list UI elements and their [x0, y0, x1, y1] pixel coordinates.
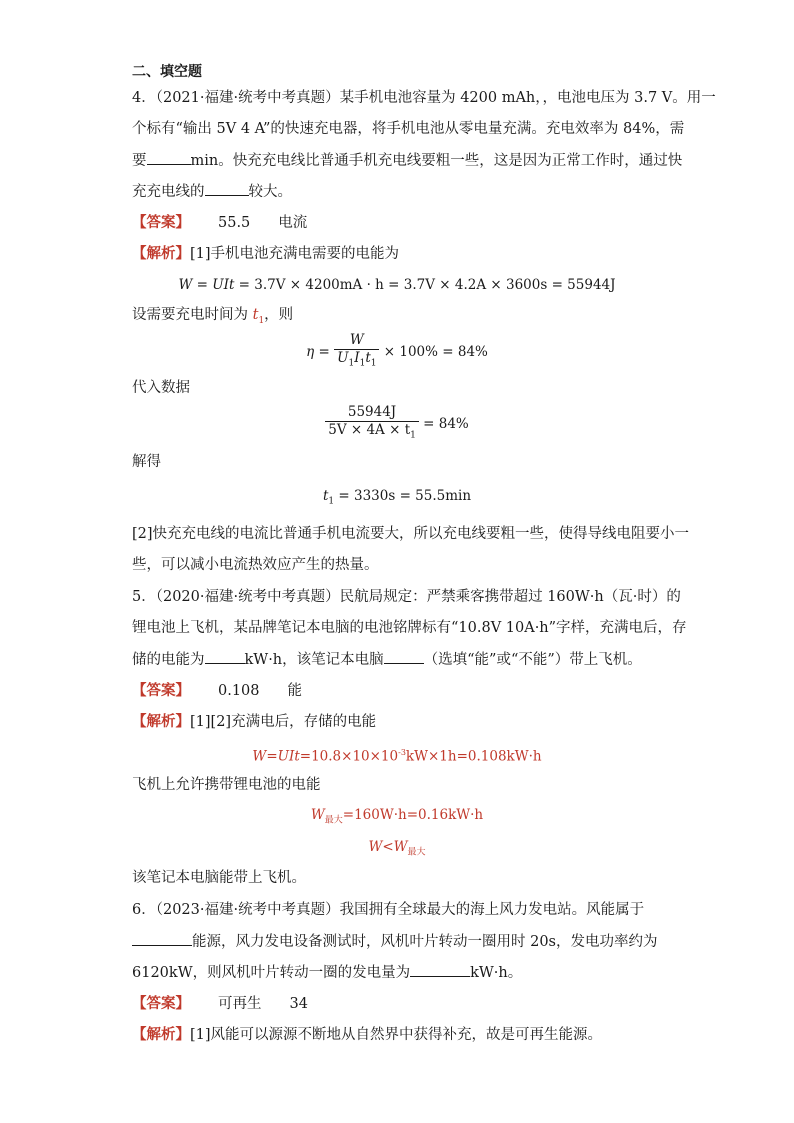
q4-analysis-1-text: [1]手机电池充满电需要的电能为 [190, 246, 400, 262]
q6-analysis-1 [132, 1025, 602, 1045]
analysis-tag: 【解析】 [132, 246, 190, 262]
q4-eq2-den-u: U [337, 350, 349, 366]
q6-answer-2: 34 [289, 996, 308, 1012]
q4-eq1-uit: UIt [212, 277, 235, 293]
q6-line-1: 6．（2023·福建·统考中考真题）我国拥有全球最大的海上风力发电站。风能属于 [132, 902, 645, 918]
q4-set-var: t [252, 307, 259, 323]
q5-analysis-1 [132, 712, 376, 732]
q4-answer [132, 213, 307, 233]
q4-eq4-sub: 1 [328, 496, 335, 507]
q5-equation-2 [0, 806, 794, 830]
q4-line-2: 个标有“输出 5V 4 A”的快速充电器，将手机电池从零电量充满。充电效率为 84%，需 [132, 121, 685, 137]
q4-line-4-start: 充充电线的 [132, 184, 205, 200]
q4-eq3-den: 5V × 4A × t [328, 422, 411, 438]
q5-eq2-w: W [310, 807, 325, 823]
q4-analysis-2b: 些，可以减小电流热效应产生的热量。 [132, 557, 379, 573]
q5-eq2-sub: 最大 [324, 815, 343, 826]
q5-line-2: 锂电池上飞机，某品牌笔记本电脑的电池铭牌标有“10.8V 10A·h”字样，充满电后，存 [132, 620, 687, 636]
q4-solve: 解得 [132, 454, 161, 470]
q5-eq3-w2: W [393, 839, 408, 855]
q4-eq3-fraction [325, 404, 419, 445]
q5-blank-2 [384, 649, 424, 664]
q4-eq3-sub: 1 [410, 430, 416, 441]
q5-line-3-mid: kW·h，该笔记本电脑 [244, 652, 384, 668]
q4-line-3 [132, 150, 682, 171]
q5-line-1: 5．（2020·福建·统考中考真题）民航局规定：严禁乘客携带超过 160W·h（瓦·时）的 [132, 589, 681, 605]
q4-answer-2: 电流 [278, 215, 308, 231]
q4-eq4-t: t [322, 488, 329, 504]
q5-conclusion: 该笔记本电脑能带上飞机。 [132, 870, 306, 886]
q5-eq1-eq: = [266, 748, 278, 765]
q4-equation-2: η = $\frac{W}{U_1I_1t_1}$ × 100% = 84% [0, 332, 794, 373]
q4-eq2-sub-i: 1 [359, 358, 366, 369]
q4-eq2-rest: × 100% = 84% [383, 343, 488, 360]
q6-answer-1: 可再生 [218, 996, 262, 1012]
q6-blank-2 [410, 962, 470, 977]
q4-equation-3 [0, 404, 794, 445]
q4-line-4-end: 较大。 [248, 184, 292, 200]
answer-tag: 【答案】 [132, 215, 190, 231]
q4-eq1-rest: = 3.7V × 4200mA · h = 3.7V × 4.2A × 3600s = 55944J [234, 277, 616, 293]
q5-answer-2: 能 [287, 683, 303, 699]
q5-eq1-uit: UIt [277, 748, 300, 765]
q4-set-text: 设需要充电时间为 [132, 307, 253, 323]
q4-line-4 [132, 181, 292, 202]
q4-eq2-eta: η [306, 343, 315, 360]
q4-analysis-2a: [2]快充充电线的电流比普通手机电流要大，所以充电线要粗一些，使得导线电阻要小一 [132, 526, 690, 542]
q4-substitute: 代入数据 [132, 380, 190, 396]
q4-eq3-rest: = 84% [423, 415, 469, 432]
q4-analysis-1 [132, 244, 399, 264]
q6-line-2 [132, 931, 658, 952]
section-title: 二、填空题 [132, 64, 202, 80]
q4-equation-1: W = UIt = 3.7V × 4200mA · h = 3.7V × 4.2A × 3600s = 55944J [178, 277, 616, 293]
q5-answer-1: 0.108 [218, 683, 260, 699]
q5-analysis-1-text: [1][2]充满电后，存储的电能 [190, 714, 377, 730]
q4-blank-1 [147, 150, 191, 165]
q5-equation-1 [0, 744, 794, 766]
answer-tag: 【答案】 [132, 996, 190, 1012]
q6-blank-1 [132, 931, 192, 946]
q5-blank-1 [205, 649, 245, 664]
q6-line-2-text: 能源，风力发电设备测试时，风机叶片转动一圈用时 20s，发电功率约为 [192, 934, 658, 950]
analysis-tag: 【解析】 [132, 1027, 190, 1043]
q5-eq1-sup: -3 [398, 748, 406, 757]
q4-eq2-sub-t: 1 [370, 358, 377, 369]
q5-eq2-rest: =160W·h=0.16kW·h [342, 807, 484, 823]
q5-eq3-w: W [368, 839, 383, 855]
q5-line-3 [132, 649, 642, 670]
q5-line-3-start: 储的电能为 [132, 652, 205, 668]
q4-answer-1: 55.5 [218, 215, 251, 231]
q4-equation-4 [0, 487, 794, 511]
q5-eq1-num: =10.8×10×10 [299, 748, 399, 765]
q5-eq1-rest: kW×1h=0.108kW·h [405, 748, 542, 765]
q6-line-3-end: kW·h。 [470, 965, 523, 981]
q4-line-3-start: 要 [132, 153, 147, 169]
q4-line-1: 4．（2021·福建·统考中考真题）某手机电池容量为 4200 mAh，，电池电压为 3.7 V。用一 [132, 90, 716, 106]
q5-answer [132, 681, 302, 701]
q4-blank-2 [205, 181, 249, 196]
q4-set-sub: 1 [258, 315, 265, 326]
q4-eq2-sub-u: 1 [348, 358, 355, 369]
q4-set-end: ，则 [264, 307, 294, 323]
q4-eq2-den-t: t [365, 350, 371, 366]
q6-line-3-start: 6120kW，则风机叶片转动一圈的发电量为 [132, 965, 411, 981]
q5-eq3-sub: 最大 [407, 847, 426, 858]
q5-eq3-lt: < [382, 839, 394, 855]
q6-line-3 [132, 962, 522, 983]
q6-analysis-1-text: [1]风能可以源源不断地从自然界中获得补充，故是可再生能源。 [190, 1027, 603, 1043]
q4-eq2-num: W [349, 332, 364, 348]
q4-eq1-w: W [178, 277, 193, 293]
analysis-tag: 【解析】 [132, 714, 190, 730]
q6-answer [132, 994, 308, 1014]
q4-eq4-rest: = 3330s = 55.5min [334, 488, 472, 504]
q4-eq2-den-i: I [354, 350, 360, 366]
q5-eq1-w: W [252, 748, 267, 765]
q5-line-3-end: （选填“能”或“不能”）带上飞机。 [423, 652, 642, 668]
q4-eq3-num: 55944J [325, 404, 419, 422]
q4-eq2-fraction [334, 332, 379, 373]
q4-line-3-end: min。快充充电线比普通手机充电线要粗一些，这是因为正常工作时，通过快 [190, 153, 683, 169]
q4-set-line [132, 305, 293, 331]
q5-equation-3 [0, 838, 794, 862]
q5-allow: 飞机上允许携带锂电池的电能 [132, 777, 321, 793]
answer-tag: 【答案】 [132, 683, 190, 699]
